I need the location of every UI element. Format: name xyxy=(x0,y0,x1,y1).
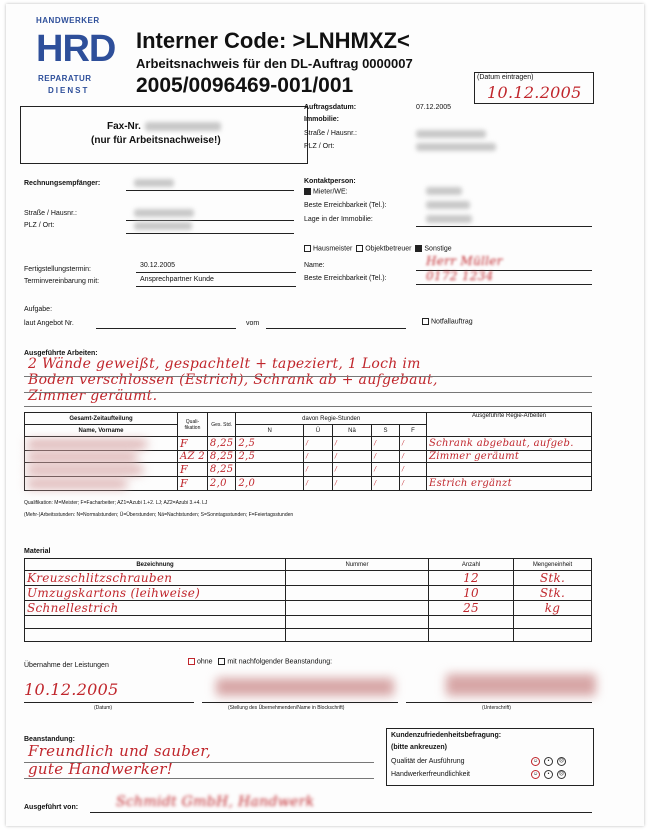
mit-beanstandung-checkbox[interactable] xyxy=(218,658,225,665)
order-strasse-redacted xyxy=(416,130,486,138)
row2-quali: AZ 2 xyxy=(178,451,208,463)
row4-regie: Estrich ergänzt xyxy=(427,477,592,491)
table-row: F 8,25 2,5 / / / / Schrank abgebaut, aufgeb. xyxy=(25,437,592,451)
time-table xyxy=(24,412,592,491)
row1-quali: F xyxy=(178,437,208,451)
row3-n xyxy=(236,463,304,477)
mieter-row: Mieter/WE: xyxy=(304,188,348,195)
mat3-anzahl: 25 xyxy=(429,601,514,616)
survey-q2: Handwerkerfreundlichkeit xyxy=(391,771,470,778)
lage-label: Lage in der Immobilie: xyxy=(304,216,373,223)
recipient-strasse-label: Straße / Hausnr.: xyxy=(24,210,77,217)
complaint-label: Beanstandung: xyxy=(24,736,75,743)
recipient-plz-label: PLZ / Ort: xyxy=(24,222,55,229)
logo-bottom-text-2: DIENST xyxy=(48,86,90,95)
company-logo xyxy=(34,16,120,106)
th-col-s: S xyxy=(372,425,400,437)
acceptance-date-hw: 10.12.2005 xyxy=(24,680,119,699)
logo-top-text: HANDWERKER xyxy=(36,16,100,25)
ohne-checkbox[interactable] xyxy=(188,658,195,665)
fax-box xyxy=(20,106,308,164)
lage-redacted xyxy=(426,215,472,223)
row2-regie: Zimmer geräumt xyxy=(427,451,592,463)
recipient-redacted xyxy=(134,179,174,187)
mat1-name: Kreuzschlitzschrauben xyxy=(25,571,286,586)
aufgabe-label: Aufgabe: xyxy=(24,306,53,313)
th-gesamt: Gesamt-Zeitaufteilung xyxy=(25,413,178,425)
acceptance-label: Übernahme der Leistungen xyxy=(24,662,109,669)
mat-th-nummer: Nummer xyxy=(286,559,429,571)
vom-label: vom xyxy=(246,320,260,327)
table-row xyxy=(25,586,592,601)
contact-name-hw: Herr Müller xyxy=(426,254,503,268)
acceptance-options xyxy=(188,658,332,665)
immobilie-label: Immobilie: xyxy=(304,116,340,123)
work-line-2: Boden verschlossen (Estrich), Schrank ab + aufgebaut, xyxy=(28,372,438,388)
footnote-hours: (Mehr-)Arbeitsstunden: N=Normalstunden; Ü=Überstunden; Nä=Nachtstunden; S=Sonntagsstunden; F=Feiertagsstunden xyxy=(24,512,294,518)
table-row: F 8,25 / / / / xyxy=(25,463,592,477)
q2-bad-icon[interactable]: ☹ xyxy=(558,771,565,777)
th-ges: Ges. Std. xyxy=(207,413,235,437)
mat2-einheit: Stk. xyxy=(514,586,592,601)
contact-erreich2-hw: 0172 1234 xyxy=(426,269,494,283)
contact-erreich-label: Beste Erreichbarkeit (Tel.): xyxy=(304,202,387,209)
role-options xyxy=(304,245,452,252)
table-row xyxy=(25,601,592,616)
th-col-na: Nä xyxy=(332,425,371,437)
row1-n: 2,5 xyxy=(236,437,304,451)
logo-letters: HRD xyxy=(36,28,116,70)
mat1-anzahl: 12 xyxy=(429,571,514,586)
mat3-name: Schnellestrich xyxy=(25,601,286,616)
date-box-value: 10.12.2005 xyxy=(487,83,582,102)
fax-label: Fax-Nr. xyxy=(107,121,141,132)
q1-bad-icon[interactable]: ☹ xyxy=(558,758,565,764)
internal-code: Interner Code: >LNHMXZ< xyxy=(136,28,410,53)
work-line-1: 2 Wände geweißt, gespachtelt + tapeziert, 1 Loch im xyxy=(28,356,421,372)
table-row: F 2,0 2,0 / / / / Estrich ergänzt xyxy=(25,477,592,491)
recipient-strasse-redacted xyxy=(134,209,194,217)
mat3-einheit: kg xyxy=(514,601,592,616)
survey-box xyxy=(386,728,594,786)
caption-datum: (Datum) xyxy=(94,705,113,711)
th-col-f: F xyxy=(400,425,427,437)
q1-good-icon[interactable]: ☺ xyxy=(532,758,539,764)
th-name: Name, Vorname xyxy=(25,425,178,437)
work-label: Ausgeführte Arbeiten: xyxy=(24,350,98,357)
hausmeister-label: Hausmeister xyxy=(313,245,353,253)
objektbetreuer-checkbox[interactable] xyxy=(356,245,363,252)
contact-erreich-redacted xyxy=(426,201,470,209)
date-box[interactable] xyxy=(474,72,594,104)
complaint-line-1: Freundlich und sauber, xyxy=(28,742,212,760)
notfall-row: Notfallauftrag xyxy=(422,318,473,325)
q2-neutral-icon[interactable]: • xyxy=(544,770,553,779)
order-number: 2005/0096469-001/001 xyxy=(136,74,354,97)
date-box-label: (Datum eintragen) xyxy=(477,74,534,81)
order-strasse-label: Straße / Hausnr.: xyxy=(304,130,357,137)
th-regie: davon Regie-Stunden xyxy=(236,413,427,425)
work-line-3: Zimmer geräumt. xyxy=(28,388,158,404)
row3-regie xyxy=(427,463,592,477)
executed-by-hw: Schmidt GmbH, Handwerk xyxy=(116,794,315,810)
mat1-einheit: Stk. xyxy=(514,571,592,586)
row1-regie: Schrank abgebaut, aufgeb. xyxy=(427,437,592,451)
contact-label: Kontaktperson: xyxy=(304,178,356,185)
th-regie-arbeiten: Ausgeführte Regie-Arbeiten xyxy=(427,413,592,437)
survey-q1: Qualität der Ausführung xyxy=(391,758,465,765)
fertig-label: Fertigstellungstermin: xyxy=(24,266,91,273)
mat-th-bezeichnung: Bezeichnung xyxy=(25,559,286,571)
acceptance-name-redacted xyxy=(216,678,394,696)
row1-ges: 8,25 xyxy=(207,437,235,451)
termin-label: Terminvereinbarung mit: xyxy=(24,278,100,285)
row4-quali: F xyxy=(178,477,208,491)
q2-good-icon[interactable]: ☺ xyxy=(532,771,539,777)
mieter-redacted xyxy=(426,187,462,195)
mat-th-anzahl: Anzahl xyxy=(429,559,514,571)
contact-erreich2-label: Beste Erreichbarkeit (Tel.): xyxy=(304,275,387,282)
order-plz-label: PLZ / Ort: xyxy=(304,143,335,150)
survey-q2-scale[interactable] xyxy=(527,770,566,779)
sonstige-checkbox[interactable] xyxy=(415,245,422,252)
mat2-anzahl: 10 xyxy=(429,586,514,601)
survey-title: Kundenzufriedenheitsbefragung: xyxy=(391,732,502,739)
hausmeister-checkbox[interactable] xyxy=(304,245,311,252)
row4-ges: 2,0 xyxy=(207,477,235,491)
fax-number-redacted xyxy=(145,122,221,131)
order-plz-redacted xyxy=(416,143,496,151)
q1-neutral-icon[interactable]: • xyxy=(544,757,553,766)
termin-value: Ansprechpartner Kunde xyxy=(140,276,214,283)
table-row: AZ 2 8,25 2,5 / / / / Zimmer geräumt xyxy=(25,451,592,463)
mat-th-einheit: Mengeneinheit xyxy=(514,559,592,571)
angebot-label: laut Angebot Nr. xyxy=(24,320,74,327)
row4-n: 2,0 xyxy=(236,477,304,491)
auftragsdatum-value: 07.12.2005 xyxy=(416,104,452,111)
row3-ges: 8,25 xyxy=(207,463,235,477)
complaint-line-2: gute Handwerker! xyxy=(28,760,174,778)
ohne-label: ohne xyxy=(197,658,213,666)
caption-stellung: (Stellung des Übernehmenden/Name in Blockschrift) xyxy=(228,705,345,711)
survey-q1-scale[interactable] xyxy=(527,757,566,766)
th-col-u: Ü xyxy=(303,425,332,437)
material-label: Material xyxy=(24,548,51,555)
logo-bottom-text-1: REPARATUR xyxy=(38,74,92,83)
sonstige-label: Sonstige xyxy=(424,245,452,253)
mit-beanstandung-label: mit nachfolgender Beanstandung: xyxy=(227,658,333,666)
auftragsdatum-label: Auftragsdatum: xyxy=(304,104,357,111)
fertig-value: 30.12.2005 xyxy=(140,262,176,269)
mieter-checkbox[interactable] xyxy=(304,188,311,195)
row2-n: 2,5 xyxy=(236,451,304,463)
th-quali: Quali-fikation xyxy=(178,413,208,437)
caption-unterschrift: (Unterschrift) xyxy=(482,705,511,711)
order-subtitle: Arbeitsnachweis für den DL-Auftrag 0000007 xyxy=(136,56,413,71)
recipient-plz-redacted xyxy=(134,222,192,230)
acceptance-signature-redacted xyxy=(446,674,596,696)
objektbetreuer-label: Objektbetreuer xyxy=(365,245,412,253)
fax-note: (nur für Arbeitsnachweise!) xyxy=(91,135,221,146)
recipient-label: Rechnungsempfänger: xyxy=(24,180,101,187)
row3-quali: F xyxy=(178,463,208,477)
mat2-name: Umzugskartons (leihweise) xyxy=(25,586,286,601)
row2-ges: 8,25 xyxy=(207,451,235,463)
footnote-quali: Qualifikation: M=Meister; F=Facharbeiter; AZ1=Azubi 1.+2. LJ; AZ2=Azubi 3.+4. LJ xyxy=(24,500,208,506)
material-table xyxy=(24,558,592,642)
work-order-sheet xyxy=(6,4,644,826)
survey-hint: (bitte ankreuzen) xyxy=(391,744,448,751)
th-col-n: N xyxy=(236,425,304,437)
notfall-checkbox[interactable] xyxy=(422,318,429,325)
table-row xyxy=(25,571,592,586)
executed-by-label: Ausgeführt von: xyxy=(24,804,79,811)
contact-name-label: Name: xyxy=(304,262,325,269)
